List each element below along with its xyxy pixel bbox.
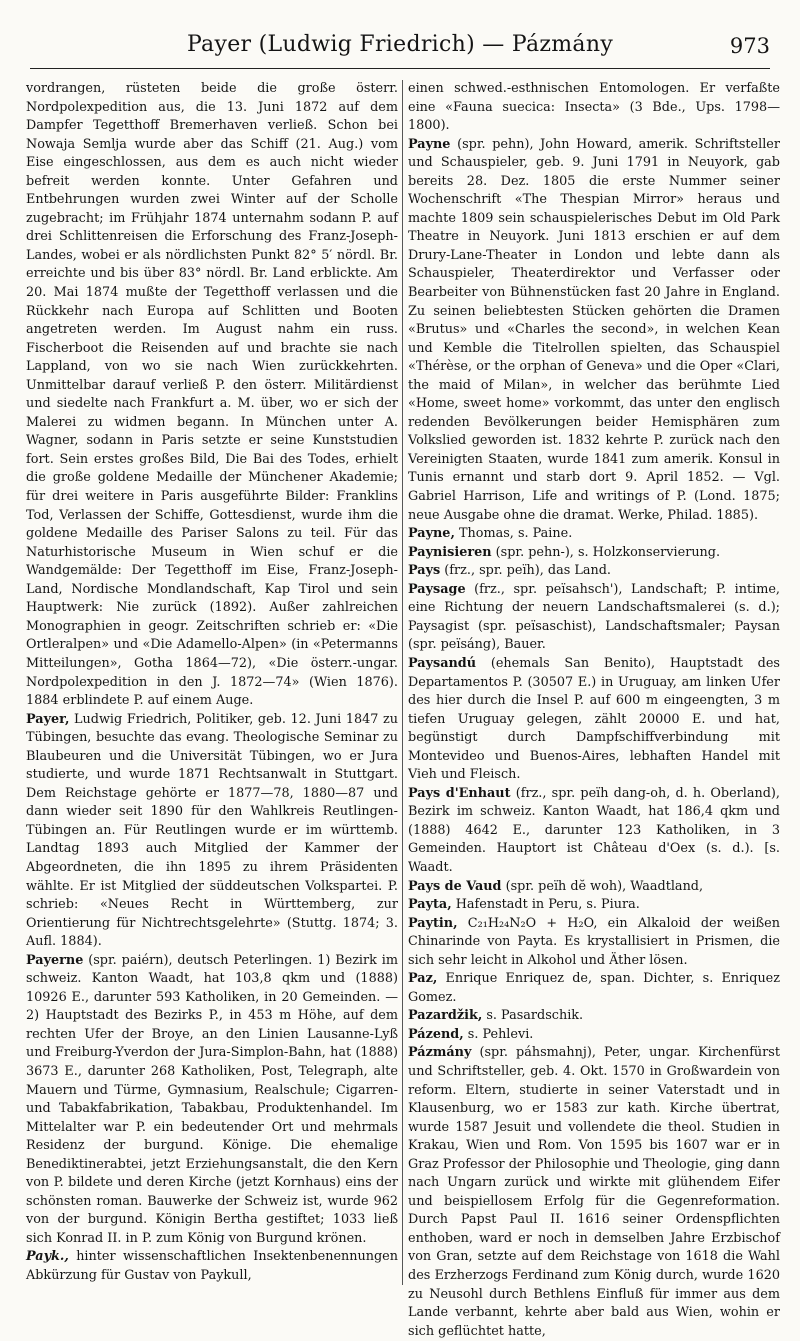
entry-text: (spr. pehn), John Howard, amerik. Schriftsteller und Schauspieler, geb. 9. Juni 1791 in Neuyork, gab bereits 28. Dez. 1805 die erste Nummer seiner Wochenschrift «The Thespian Mirror» heraus und machte 1809 sein schauspielerisches Debut im Old Park Theatre in Neuyork. Juni 1813 erschien er auf dem Drury-Lane-Theater in London und lebte dann als Schauspieler, Theaterdirektor und Verfasser oder Bearbeiter von Bühnenstücken fast 20 Jahre in England. Zu seinen beliebtesten Stücken gehörten die Dramen «Brutus» und «Charles the second», in welchen Kean und Kemble die Titelrollen spielten, das Schauspiel «Thérèse, or the orphan of Geneva» und die Oper «Clari, the maid of Milan», in welcher das berühmte Lied «Home, sweet home» vorkommt, das unter den englisch redenden Bevölkerungen beider Hemisphären zum Volkslied geworden ist. 1832 kehrte P. zurück nach den Vereinigten Staaten, wurde 1841 zum amerik. Konsul in Tunis ernannt und starb dort 9. April 1852. — Vgl. Gabriel Harrison, Life and writings of P. (Lond. 1875; neue Ausgabe ohne die dramat. Werke, Philad. 1885).	[408, 136, 780, 523]
entry-text: (frz., spr. peïsahsch'), Landschaft; P. intime, eine Richtung der neuern Landschaftsmalerei (s. d.); Paysagist (spr. peïsaschist), Landschaftsmaler; Paysan (spr. peïsáng), Bauer.	[408, 581, 780, 653]
entry-headword: Pays	[408, 563, 441, 579]
entry-headword: Payta,	[408, 897, 452, 913]
entry-pazmany	[408, 1044, 780, 1341]
entry-text: Hafenstadt in Peru, s. Piura.	[451, 897, 640, 913]
entry-payk-continued	[408, 80, 780, 136]
entry-pays-de-vaud	[408, 878, 780, 897]
running-title: Payer (Ludwig Friedrich) — Pázmány	[186, 32, 614, 57]
column-divider	[402, 80, 403, 1285]
page-header	[30, 28, 770, 69]
entry-pays-denhaut	[408, 785, 780, 878]
entry-payta	[408, 896, 780, 915]
entry-text: (spr. páhsmahnj), Peter, ungar. Kirchenfürst und Schriftsteller, geb. 4. Okt. 1570 in Großwardein von reform. Eltern, studierte in seiner Vaterstadt und in Klausenburg, wo er 1583 zur kath. Kirche übertrat, wurde 1587 Jesuit und vollendete die theol. Studien in Krakau, Wien und Rom. Von 1595 bis 1607 war er in Graz Professor der Philosophie und Theologie, ging dann nach Ungarn zurück und wirkte mit glühendem Eifer und beispiellosem Erfolg für die Gegenreformation. Durch Papst Paul II. 1616 seiner Ordenspflichten enthoben, ward er noch in demselben Jahre Erzbischof von Gran, setzte auf dem Reichstage von 1618 die Wahl des Erzherzogs Ferdinand zum König durch, wurde 1620 zu Neusohl durch Bethlens Einfluß für immer aus dem Lande verbannt, kehrte aber bald aus Wien, wohin er sich geflüchtet hatte,	[408, 1045, 780, 1339]
entry-text: Thomas, s. Paine.	[454, 526, 573, 542]
entry-text: s. Pehlevi.	[463, 1026, 534, 1042]
entry-pazend	[408, 1026, 780, 1045]
entry-headword: Payne	[408, 136, 451, 152]
entry-text: (spr. pehn-), s. Holzkonservierung.	[491, 544, 721, 560]
entry-headword: Pazardžik,	[408, 1008, 483, 1024]
entry-headword: Paysandú	[408, 655, 477, 671]
entry-pazardzik	[408, 1007, 780, 1026]
entry-payer-julius-continued	[26, 80, 398, 711]
entry-headword: Payerne	[26, 952, 84, 968]
entry-text: vordrangen, rüsteten beide die große österr. Nordpolexpedition aus, die 13. Juni 1872 auf dem Dampfer Tegetthoff Bremerhaven verließ. Schon bei Nowaja Semlja wurde aber das Schiff (21. Aug.) vom Eise eingeschlossen, aus dem es auch nicht wieder befreit werden konnte. Unter Gefahren und Entbehrungen wurden zwei Winter auf der Scholle zugebracht; im Frühjahr 1874 unternahm sodann P. auf drei Schlittenreisen die Erforschung des Franz-Joseph-Landes, wobei er als nördlichsten Punkt 82° 5′ nördl. Br. erreichte und bis über 83° nördl. Br. Land erblickte. Am 20. Mai 1874 mußte der Tegetthoff verlassen und die Rückkehr nach Europa auf Schlitten und Booten angetreten werden. Im August nahm ein russ. Fischerboot die Reisenden auf und brachte sie nach Lappland, von wo sie nach Wien zurückkehrten. Unmittelbar darauf verließ P. den österr. Militärdienst und siedelte nach Frankfurt a. M. über, wo er sich der Malerei zu widmen begann. In München unter A. Wagner, sodann in Paris setzte er seine Kunststudien fort. Sein erstes großes Bild, Die Bai des Todes, erhielt die große goldene Medaille der Münchener Akademie; für drei weitere in Paris ausgeführte Bilder: Franklins Tod, Verlassen der Schiffe, Gottesdienst, wurde ihm die goldene Medaille des Pariser Salons zu teil. Für das Naturhistorische Museum in Wien schuf er die Wandgemälde: Der Tegetthoff im Eise, Franz-Joseph-Land, Nordische Mondlandschaft, Kap Tirol und sein Hauptwerk: Nie zurück (1892). Außer zahlreichen Monographien in geogr. Zeitschriften schrieb er: «Die Ortleralpen» und «Die Adamello-Alpen» (in «Petermanns Mitteilungen», Gotha 1864—72), «Die österr.-ungar. Nordpolexpedition in den J. 1872—74» (Wien 1876). 1884 erblindete P. auf einem Auge.	[26, 81, 398, 709]
entry-text: Enrique Enriquez de, span. Dichter, s. Enriquez Gomez.	[408, 971, 780, 1005]
entry-text: s. Pasardschik.	[482, 1008, 584, 1024]
entry-payerne	[26, 952, 398, 1249]
entry-headword: Paytin,	[408, 915, 458, 931]
entry-text: hinter wissenschaftlichen Insektenbenennungen Abkürzung für Gustav von Paykull,	[26, 1249, 398, 1283]
entry-headword: Pázmány	[408, 1045, 472, 1061]
entry-text: (spr. paiérn), deutsch Peterlingen. 1) Bezirk im schweiz. Kanton Waadt, hat 103,8 qkm und (1888) 10926 E., darunter 593 Katholiken, in 20 Gemeinden. — 2) Hauptstadt des Bezirks P., in 453 m Höhe, auf dem rechten Ufer der Broye, an den Linien Lausanne-Lyß und Freiburg-Yverdon der Jura-Simplon-Bahn, hat (1888) 3673 E., darunter 268 Katholiken, Post, Telegraph, alte Mauern und Türme, Gymnasium, Realschule; Cigarren- und Tabakfabrikation, Tabakbau, Produktenhandel. Im Mittelalter war P. ein bedeutender Ort und mehrmals Residenz der burgund. Könige. Die ehemalige Benediktinerabtei, jetzt Erziehungsanstalt, die den Kern von P. bildete und deren Kirche (jetzt Kornhaus) eins der schönsten roman. Bauwerke der Schweiz ist, wurde 962 von der burgund. Königin Bertha gestiftet; 1033 ließ sich Konrad II. in P. zum König von Burgund krönen.	[26, 952, 398, 1246]
entry-text: (spr. peïh dĕ woh), Waadtland,	[501, 878, 704, 894]
entry-headword: Pázend,	[408, 1026, 464, 1042]
entry-text: Ludwig Friedrich, Politiker, geb. 12. Juni 1847 zu Tübingen, besuchte das evang. Theologische Seminar zu Blaubeuren und die Universität Tübingen, wo er Jura studierte, und wurde 1871 Rechtsanwalt in Stuttgart. Dem Reichstage gehörte er 1877—78, 1880—87 und dann wieder seit 1890 für den Wahlkreis Reutlingen-Tübingen an. Für Reutlingen wurde er im württemb. Landtag 1893 auch Mitglied der Kammer der Abgeordneten, die ihn 1895 zu ihrem Präsidenten wählte. Er ist Mitglied der süddeutschen Volkspartei. P. schrieb: «Neues Recht in Württemberg, zur Orientierung für Nichtrechtsgelehrte» (Stuttg. 1874; 3. Aufl. 1884).	[26, 711, 398, 950]
entry-payne-john	[408, 136, 780, 525]
entry-text: C₂₁H₂₄N₂O + H₂O, ein Alkaloid der weißen Chinarinde von Payta. Es krystallisiert in Prismen, die sich sehr leicht in Alkohol und Äther lösen.	[408, 915, 780, 968]
left-column	[26, 80, 398, 1290]
page-number: 973	[729, 34, 770, 58]
entry-text: (frz., spr. peïh), das Land.	[440, 563, 611, 579]
entry-headword: Payk.,	[26, 1249, 69, 1265]
entry-headword: Paz,	[408, 971, 438, 987]
entry-headword: Pays d'Enhaut	[408, 785, 511, 801]
entry-text: (frz., spr. peïh dang-oh, d. h. Oberland), Bezirk im schweiz. Kanton Waadt, hat 186,4 qkm und (1888) 4642 E., darunter 123 Katholiken, in 3 Gemeinden. Hauptort ist Château d'Oex (s. d.). [s. Waadt.	[408, 785, 780, 875]
entry-headword: Payne,	[408, 526, 455, 542]
entry-paysandu	[408, 655, 780, 785]
entry-payer-ludwig	[26, 711, 398, 952]
entry-text: einen schwed.-esthnischen Entomologen. Er verfaßte eine «Fauna suecica: Insecta» (3 Bde., Ups. 1798—1800).	[408, 81, 780, 134]
entry-payk	[26, 1248, 398, 1285]
entry-paz	[408, 970, 780, 1007]
entry-headword: Pays de Vaud	[408, 878, 502, 894]
entry-headword: Payer,	[26, 711, 70, 727]
entry-text: (ehemals San Benito), Hauptstadt des Departamentos P. (30507 E.) in Uruguay, am linken Ufer des hier durch die Insel P. auf 600 m eingeengten, 3 m tiefen Uruguay gelegen, zählt 20000 E. und hat, begünstigt durch Dampfschiffverbindung mit Montevideo und Buenos-Aires, lebhaften Handel mit Vieh und Fleisch.	[408, 655, 780, 783]
entry-paysage	[408, 581, 780, 655]
entry-pays	[408, 562, 780, 581]
entry-payne-thomas	[408, 525, 780, 544]
entry-paytin	[408, 915, 780, 971]
right-column	[408, 80, 780, 1339]
entry-headword: Paynisieren	[408, 544, 492, 560]
entry-paynisieren	[408, 544, 780, 563]
entry-headword: Paysage	[408, 581, 466, 597]
